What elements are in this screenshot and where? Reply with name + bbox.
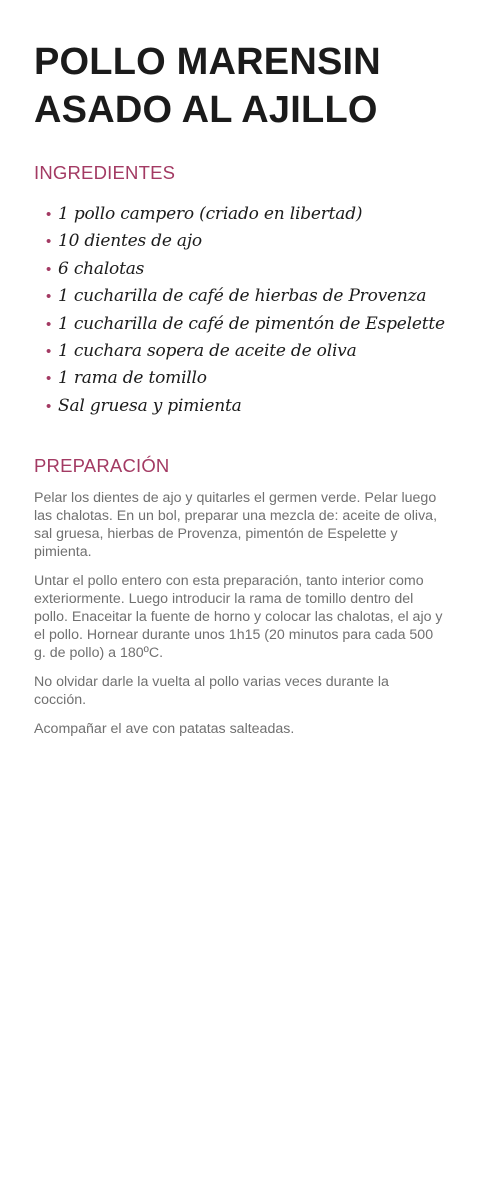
ingredient-text: 1 cuchara sopera de aceite de oliva [58, 340, 357, 361]
ingredients-list [46, 201, 466, 420]
ingredient-item [46, 311, 466, 338]
ingredient-item [46, 338, 466, 365]
ingredient-text: 10 dientes de ajo [58, 231, 202, 252]
ingredient-text: 6 chalotas [58, 258, 145, 279]
recipe-title-line-1: POLLO MARENSIN [34, 41, 381, 83]
ingredient-item [46, 365, 466, 392]
ingredient-text: 1 pollo campero (criado en libertad) [58, 204, 363, 224]
bullet-icon: • [46, 260, 52, 278]
ingredient-item [46, 228, 466, 255]
preparation-paragraph: Pelar los dientes de ajo y quitarles el germen verde. Pelar luego las chalotas. En un bol, preparar una mezcla de: aceite de oliva, sal gruesa, hierbas de Provenza, pimentón de Espelette y pimienta. [34, 490, 438, 560]
ingredient-text: Sal gruesa y pimienta [58, 395, 242, 416]
recipe-title-line-2: ASADO AL AJILLO [34, 89, 378, 131]
preparation-paragraph: Acompañar el ave con patatas salteadas. [34, 721, 295, 737]
bullet-icon: • [46, 233, 52, 251]
recipe-title [34, 38, 454, 134]
preparation-paragraph: No olvidar darle la vuelta al pollo varias veces durante la cocción. [34, 674, 389, 708]
bullet-icon: • [46, 370, 52, 388]
ingredient-text: 1 rama de tomillo [58, 368, 207, 389]
bullet-icon: • [46, 342, 52, 360]
bullet-icon: • [46, 397, 52, 415]
ingredient-item [46, 283, 466, 310]
ingredient-item [46, 201, 466, 228]
preparation-heading: PREPARACIÓN [34, 455, 170, 476]
bullet-icon: • [46, 206, 52, 223]
bullet-icon: • [46, 315, 52, 333]
preparation-paragraph: Untar el pollo entero con esta preparación, tanto interior como exteriormente. Luego introducir la rama de tomillo dentro del pollo. Enaceitar la fuente de horno y colocar las chalotas, el ajo y el pollo. Hornear durante unos 1h15 (20 minutos para cada 500 g. de pollo) a 180ºC. [34, 573, 443, 661]
bullet-icon: • [46, 288, 52, 306]
ingredient-item [46, 393, 466, 420]
ingredients-heading: INGREDIENTES [34, 162, 176, 183]
ingredient-item [46, 256, 466, 283]
preparation-text [34, 489, 444, 749]
ingredient-text: 1 cucharilla de café de hierbas de Provenza [58, 286, 427, 307]
ingredient-text: 1 cucharilla de café de pimentón de Espelette [58, 313, 445, 334]
